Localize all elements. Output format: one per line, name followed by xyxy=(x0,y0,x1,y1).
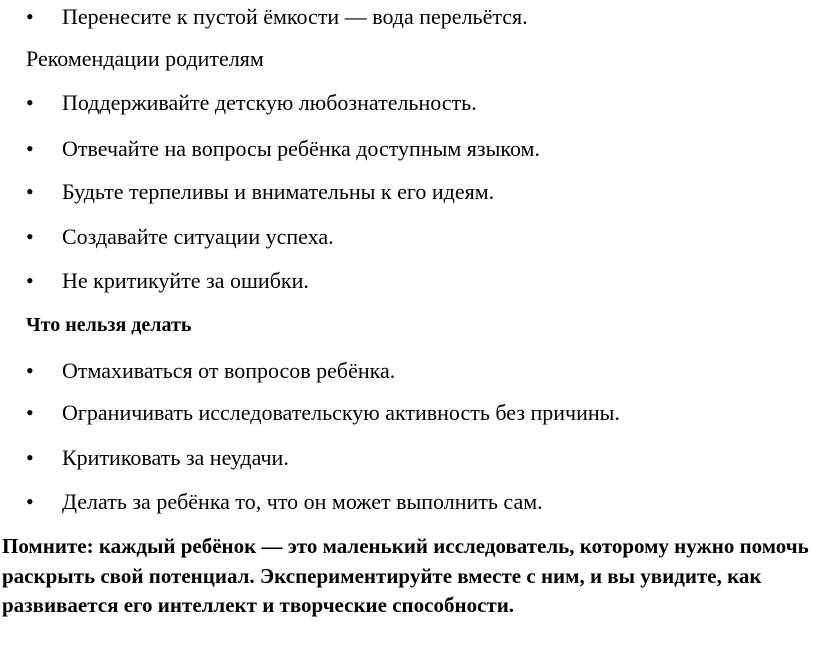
bullet-marker: • xyxy=(26,358,34,383)
bullet-marker: • xyxy=(26,445,34,470)
list-item xyxy=(26,222,334,252)
list-item xyxy=(26,134,540,164)
bullet-marker: • xyxy=(26,224,34,249)
bullet-marker: • xyxy=(26,4,34,29)
list-item-text: Будьте терпеливы и внимательны к его идеям. xyxy=(62,179,495,204)
recommendations-heading: Рекомендации родителям xyxy=(26,46,264,71)
list-item-text: Отмахиваться от вопросов ребёнка. xyxy=(62,358,396,383)
list-item-text: Не критикуйте за ошибки. xyxy=(62,268,309,293)
bullet-marker: • xyxy=(26,136,34,161)
list-item xyxy=(26,443,289,473)
bullet-marker: • xyxy=(26,90,34,115)
bullet-marker: • xyxy=(26,268,34,293)
list-item-text: Создавайте ситуации успеха. xyxy=(62,224,334,249)
list-item xyxy=(26,356,395,386)
list-item xyxy=(26,398,620,428)
list-item-text: Ограничивать исследовательскую активность без причины. xyxy=(62,400,620,425)
closing-paragraph: Помните: каждый ребёнок — это маленький исследователь, которому нужно помочь раскрыть свой потенциал. Экспериментируйте вместе с ним, и вы увидите, как развивается его интеллект и творческие способности. xyxy=(2,534,809,617)
list-item xyxy=(26,177,494,207)
bullet-marker: • xyxy=(26,489,34,514)
list-item-text: Критиковать за неудачи. xyxy=(62,445,289,470)
list-item-text: Отвечайте на вопросы ребёнка доступным языком. xyxy=(62,136,540,161)
list-item-text: Делать за ребёнка то, что он может выполнить сам. xyxy=(62,489,543,514)
list-item-text: Перенесите к пустой ёмкости — вода перельётся. xyxy=(62,4,528,29)
list-item xyxy=(26,487,543,517)
list-item xyxy=(26,266,309,296)
list-item xyxy=(26,2,528,32)
bullet-marker: • xyxy=(26,400,34,425)
list-item xyxy=(26,88,477,118)
bullet-marker: • xyxy=(26,179,34,204)
donts-heading: Что нельзя делать xyxy=(26,314,192,336)
list-item-text: Поддерживайте детскую любознательность. xyxy=(62,90,477,115)
